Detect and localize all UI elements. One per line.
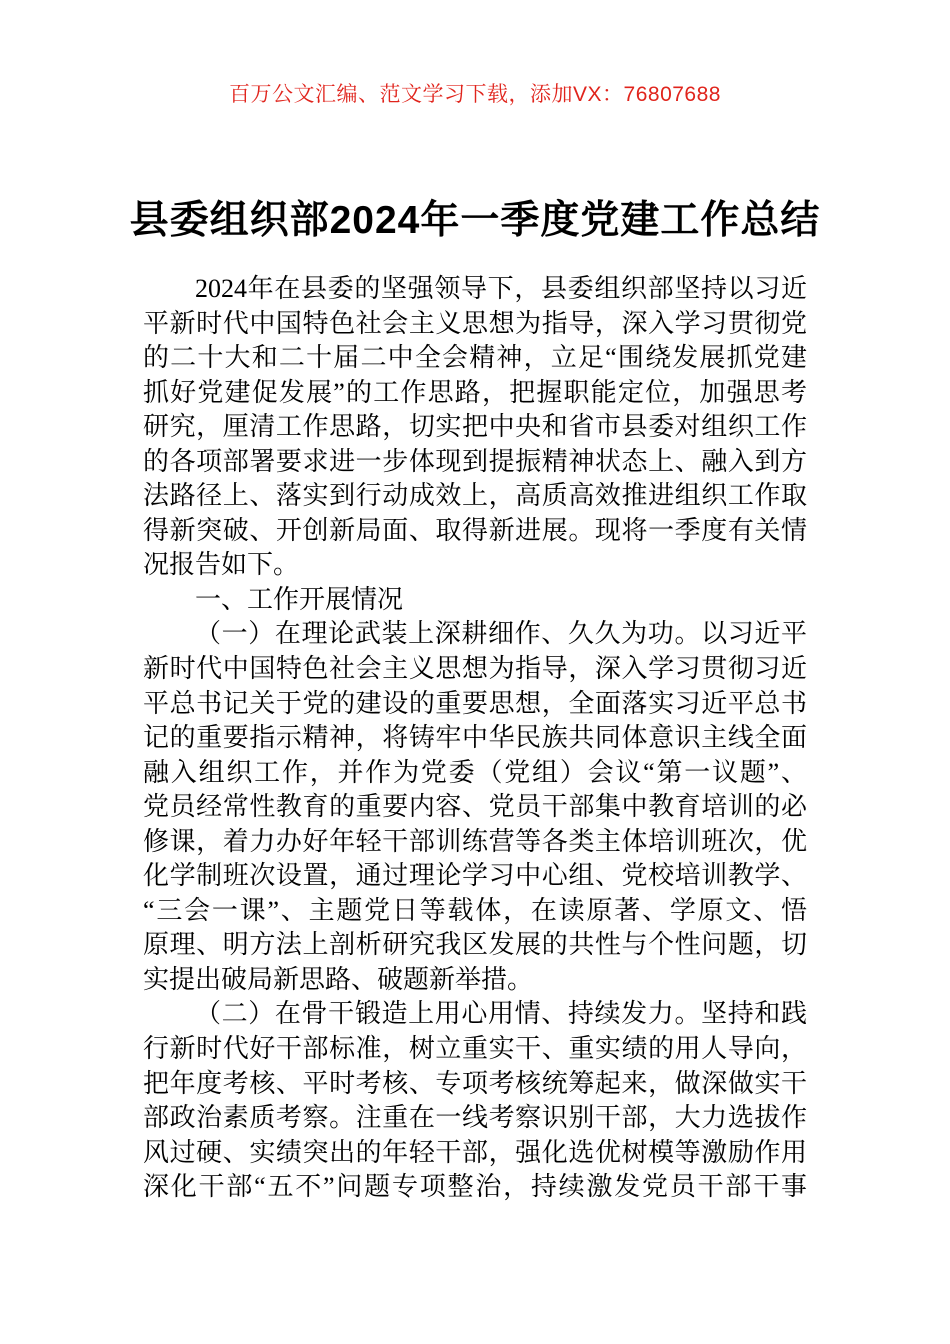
paragraph bbox=[143, 617, 807, 997]
body-line: 融入组织工作，并作为党委（党组）会议“第一议题”、 bbox=[143, 757, 807, 787]
body-line: 原理、明方法上剖析研究我区发展的共性与个性问题，切 bbox=[143, 930, 807, 960]
body-line: 化学制班次设置，通过理论学习中心组、党校培训教学、 bbox=[143, 861, 807, 891]
body-line: 党员经常性教育的重要内容、党员干部集中教育培训的必 bbox=[143, 792, 807, 822]
body-line: 部政治素质考察。注重在一线考察识别干部，大力选拔作 bbox=[143, 1103, 807, 1133]
body-line: 的各项部署要求进一步体现到提振精神状态上、融入到方 bbox=[143, 446, 807, 476]
body-line: 修课，着力办好年轻干部训练营等各类主体培训班次，优 bbox=[143, 826, 807, 856]
body-line: 的二十大和二十届二中全会精神，立足“围绕发展抓党建 bbox=[143, 343, 807, 373]
body-line: （一）在理论武装上深耕细作、久久为功。以习近平 bbox=[195, 619, 807, 649]
body-line: “三会一课”、主题党日等载体，在读原著、学原文、悟 bbox=[143, 895, 807, 925]
body-line: 把年度考核、平时考核、专项考核统筹起来，做深做实干 bbox=[143, 1068, 807, 1098]
body-line: 平总书记关于党的建设的重要思想，全面落实习近平总书 bbox=[143, 688, 807, 718]
body-line: 风过硬、实绩突出的年轻干部，强化选优树模等激励作用 bbox=[143, 1137, 807, 1167]
paragraph bbox=[143, 997, 807, 1204]
body-line: 行新时代好干部标准，树立重实干、重实绩的用人导向， bbox=[143, 1034, 807, 1064]
body-line: 况报告如下。 bbox=[143, 550, 300, 580]
body-line: 抓好党建促发展”的工作思路，把握职能定位，加强思考 bbox=[143, 377, 807, 407]
paragraph bbox=[143, 583, 807, 618]
body-line: 一、工作开展情况 bbox=[195, 584, 404, 614]
document-body bbox=[143, 272, 807, 1205]
body-line: 2024年在县委的坚强领导下，县委组织部坚持以习近 bbox=[195, 274, 807, 303]
paragraph bbox=[143, 272, 807, 583]
body-line: 法路径上、落实到行动成效上，高质高效推进组织工作取 bbox=[143, 481, 807, 511]
document-title: 县委组织部2024年一季度党建工作总结 bbox=[129, 199, 821, 243]
body-line: 平新时代中国特色社会主义思想为指导，深入学习贯彻党 bbox=[143, 308, 807, 338]
watermark-notice: 百万公文汇编、范文学习下载，添加VX：76807688 bbox=[229, 83, 721, 106]
body-line: 深化干部“五不”问题专项整治，持续激发党员干部干事 bbox=[143, 1172, 807, 1202]
body-line: 得新突破、开创新局面、取得新进展。现将一季度有关情 bbox=[143, 515, 807, 545]
body-line: 记的重要指示精神，将铸牢中华民族共同体意识主线全面 bbox=[143, 723, 807, 753]
body-line: （二）在骨干锻造上用心用情、持续发力。坚持和践 bbox=[195, 999, 807, 1029]
body-line: 新时代中国特色社会主义思想为指导，深入学习贯彻习近 bbox=[143, 654, 807, 684]
body-line: 实提出破局新思路、破题新举措。 bbox=[143, 964, 534, 994]
body-line: 研究，厘清工作思路，切实把中央和省市县委对组织工作 bbox=[143, 412, 807, 442]
